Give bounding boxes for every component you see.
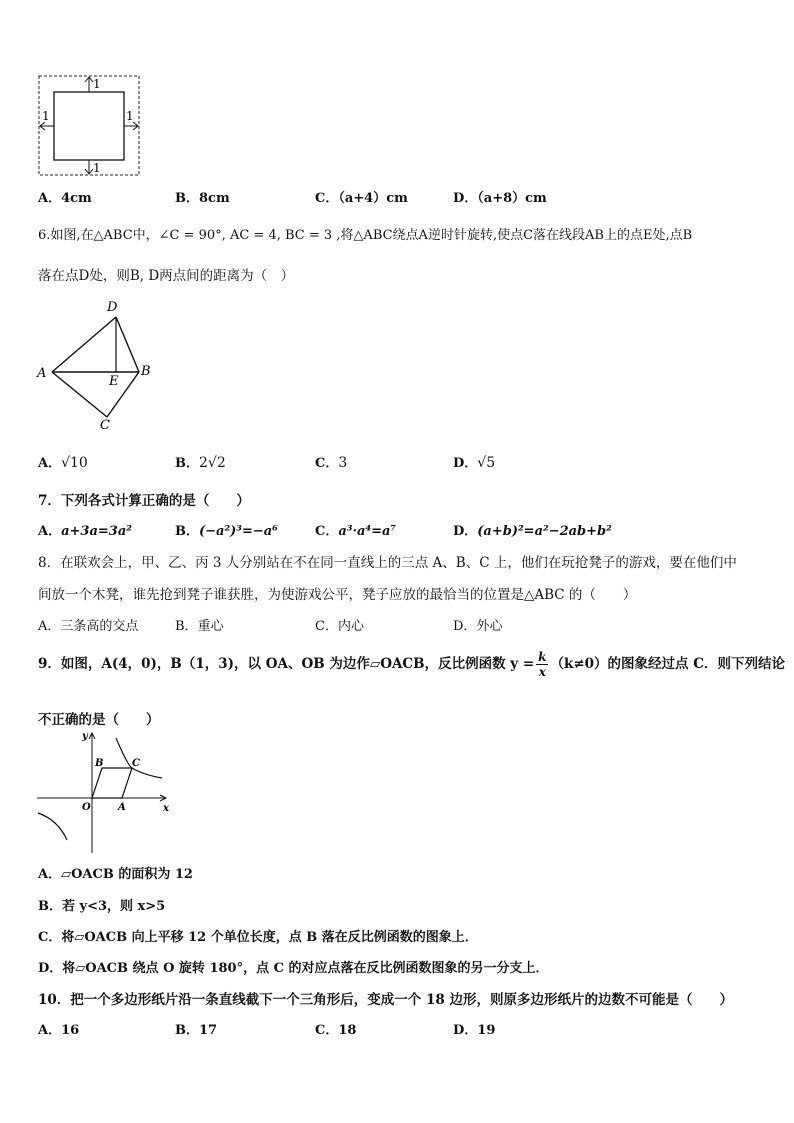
q5-option-d: D．（a+8）cm [453, 191, 547, 206]
label-B: B [141, 364, 151, 379]
q10-option-d: D．19 [453, 1023, 496, 1038]
label-C: C [132, 758, 140, 769]
label-right: 1 [126, 109, 134, 123]
q10-option-c: C．18 [315, 1023, 357, 1038]
q5-option-a: A．4cm [38, 191, 92, 206]
q9-option-b: B．若 y<3，则 x>5 [38, 899, 166, 914]
q10-option-b: B．17 [175, 1023, 218, 1038]
label-E: E [109, 374, 119, 389]
q6-option-a: A．√10 [38, 455, 88, 471]
q7-option-d: D．(a+b)²=a²−2ab+b² [453, 524, 612, 539]
q8-option-b: B．重心 [175, 619, 224, 634]
q9-stem-line2: 不正确的是（ ） [38, 712, 160, 728]
label-D: D [107, 300, 118, 315]
q9-option-c: C．将▱OACB 向上平移 12 个单位长度，点 B 落在反比例函数的图象上． [38, 930, 478, 945]
label-bottom: 1 [93, 161, 101, 175]
q9-stem-line1 [38, 650, 785, 679]
q9-stem-part1: 9．如图，A(4，0)，B（1，3)，以 OA、OB 为边作▱OACB，反比例函数 y = [38, 656, 535, 672]
label-y: y [82, 731, 88, 742]
q7-option-a: A．a+3a=3a² [38, 524, 132, 539]
label-C: C [100, 418, 110, 433]
q5-option-c: C．（a+4）cm [315, 191, 408, 206]
label-O: O [82, 802, 91, 813]
q7-option-c: C．a³·a⁴=a⁷ [315, 524, 397, 539]
label-top: 1 [93, 77, 101, 91]
label-A: A [118, 802, 126, 813]
rotation-triangle-figure [30, 295, 160, 435]
q8-option-c: C．内心 [315, 619, 364, 634]
q9-option-d: D．将▱OACB 绕点 O 旋转 180°，点 C 的对应点落在反比例函数图象的另一分支上． [38, 961, 549, 976]
q9-option-a: A．▱OACB 的面积为 12 [38, 867, 193, 882]
q7-stem: 7．下列各式计算正确的是（ ） [38, 493, 250, 509]
q10-option-a: A．16 [38, 1023, 80, 1038]
q6-stem-line2: 落在点D处，则B, D两点间的距离为（ ） [38, 268, 295, 284]
inverse-function-figure [32, 728, 177, 858]
q6-option-d: D．√5 [453, 455, 496, 471]
q6-option-c: C．3 [315, 455, 348, 471]
inverse-fraction: $\frac{k}{x}$ [538, 650, 547, 679]
q8-option-d: D．外心 [453, 619, 503, 634]
q10-stem: 10．把一个多边形纸片沿一条直线截下一个三角形后，变成一个 18 边形，则原多边形纸片的边数不可能是（ ） [38, 992, 733, 1008]
q8-stem-line1: 8．在联欢会上，甲、乙、丙 3 人分别站在不在同一直线上的三点 A、B、C 上，他们在玩抢凳子的游戏，要在他们中 [38, 555, 737, 571]
label-x: x [163, 803, 169, 814]
q8-option-a: A．三条高的交点 [38, 619, 139, 634]
label-left: 1 [42, 109, 50, 123]
q6-option-b: B．2√2 [175, 455, 226, 471]
q6-stem-line1: 6.如图,在△ABC中，∠C = 90°, AC = 4, BC = 3 ,将△ABC绕点A逆时针旋转,使点C落在线段AB上的点E处,点B [38, 228, 693, 243]
square-frame-figure [30, 70, 150, 180]
q5-option-b: B．8cm [175, 191, 230, 206]
label-A: A [37, 366, 47, 381]
q9-stem-part2: （k≠0）的图象经过点 C．则下列结论 [550, 656, 785, 672]
q8-stem-line2: 间放一个木凳，谁先抢到凳子谁获胜，为使游戏公平，凳子应放的最恰当的位置是△ABC 的（ ） [38, 587, 637, 603]
q7-option-b: B．(−a²)³=−a⁶ [175, 524, 278, 539]
label-B: B [95, 758, 104, 769]
